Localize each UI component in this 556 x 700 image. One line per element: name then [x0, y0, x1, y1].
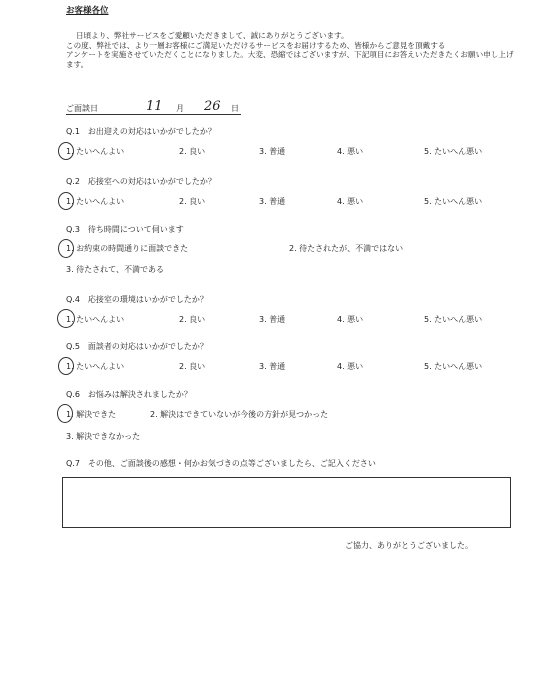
q1-option-1[interactable]: 1. たいへんよい: [66, 147, 125, 156]
q2-option-1[interactable]: 1. たいへんよい: [66, 197, 125, 206]
intro-text: [66, 31, 516, 69]
q3-option-1[interactable]: 1. お約束の時間通りに面談できた: [66, 244, 189, 253]
date-month-unit: 月: [176, 104, 184, 113]
q2-option-2[interactable]: 2. 良い: [179, 197, 206, 206]
q2-option-4[interactable]: 4. 悪い: [337, 197, 364, 206]
answer-circle-mark: [58, 239, 74, 258]
q4-option-3[interactable]: 3. 普通: [259, 315, 286, 324]
answer-circle-mark: [58, 192, 74, 210]
date-day-value: 26: [204, 99, 221, 114]
thanks-message: ご協力、ありがとうございました。: [345, 541, 473, 550]
q5-option-1[interactable]: 1. たいへんよい: [66, 362, 125, 371]
date-month-value: 11: [146, 99, 163, 114]
q4-option-1[interactable]: 1. たいへんよい: [66, 315, 125, 324]
q2-option-3[interactable]: 3. 普通: [259, 197, 286, 206]
date-day-unit: 日: [231, 104, 239, 113]
question-2: Q.2 応接室への対応はいかがでしたか？: [66, 177, 216, 186]
q3-option-2[interactable]: 2. 待たされたが、不満ではない: [289, 244, 404, 253]
q1-option-3[interactable]: 3. 普通: [259, 147, 286, 156]
q6-option-3[interactable]: 3. 解決できなかった: [66, 432, 141, 441]
answer-circle-mark: [57, 309, 75, 328]
q1-option-2[interactable]: 2. 良い: [179, 147, 206, 156]
interview-date: [66, 99, 239, 114]
document-title: お客様各位: [66, 6, 109, 16]
date-label: ご面談日: [66, 104, 98, 113]
q6-option-1[interactable]: 1. 解決できた: [66, 410, 117, 419]
answer-circle-mark: [58, 357, 74, 375]
intro-line: アンケートを実施させていただくことになりました。大変、恐縮ではございますが、下記項目にお答えいただきたくお願い申し上げます。: [66, 50, 514, 69]
question-5: Q.5 面談者の対応はいかがでしたか？: [66, 342, 208, 351]
q5-option-3[interactable]: 3. 普通: [259, 362, 286, 371]
q5-option-2[interactable]: 2. 良い: [179, 362, 206, 371]
intro-line: 日頃より、弊社サービスをご愛顧いただきまして、誠にありがとうございます。: [76, 31, 349, 40]
q5-option-5[interactable]: 5. たいへん悪い: [424, 362, 483, 371]
date-underline: [66, 114, 241, 115]
q2-option-5[interactable]: 5. たいへん悪い: [424, 197, 483, 206]
comment-textbox[interactable]: [62, 477, 511, 528]
intro-line: この度、弊社では、より一層お客様にご満足いただけるサービスをお届けするため、皆様からご意見を頂戴する: [66, 40, 446, 50]
question-3: Q.3 待ち時間について伺います: [66, 225, 184, 234]
q4-option-2[interactable]: 2. 良い: [179, 315, 206, 324]
question-7: Q.7 その他、ご面談後の感想・何かお気づきの点等ございましたら、ご記入ください: [66, 459, 376, 468]
q3-option-3[interactable]: 3. 待たされて、不満である: [66, 265, 165, 274]
question-6: Q.6 お悩みは解決されましたか？: [66, 390, 192, 399]
question-4: Q.4 応接室の環境はいかがでしたか？: [66, 295, 208, 304]
q6-option-2[interactable]: 2. 解決はできていないが今後の方針が見つかった: [150, 410, 329, 419]
answer-circle-mark: [57, 404, 73, 423]
q1-option-5[interactable]: 5. たいへん悪い: [424, 147, 483, 156]
q4-option-5[interactable]: 5. たいへん悪い: [424, 315, 483, 324]
answer-circle-mark: [58, 142, 74, 160]
question-1: Q.1 お出迎えの対応はいかがでしたか？: [66, 127, 216, 136]
q1-option-4[interactable]: 4. 悪い: [337, 147, 364, 156]
q5-option-4[interactable]: 4. 悪い: [337, 362, 364, 371]
q4-option-4[interactable]: 4. 悪い: [337, 315, 364, 324]
